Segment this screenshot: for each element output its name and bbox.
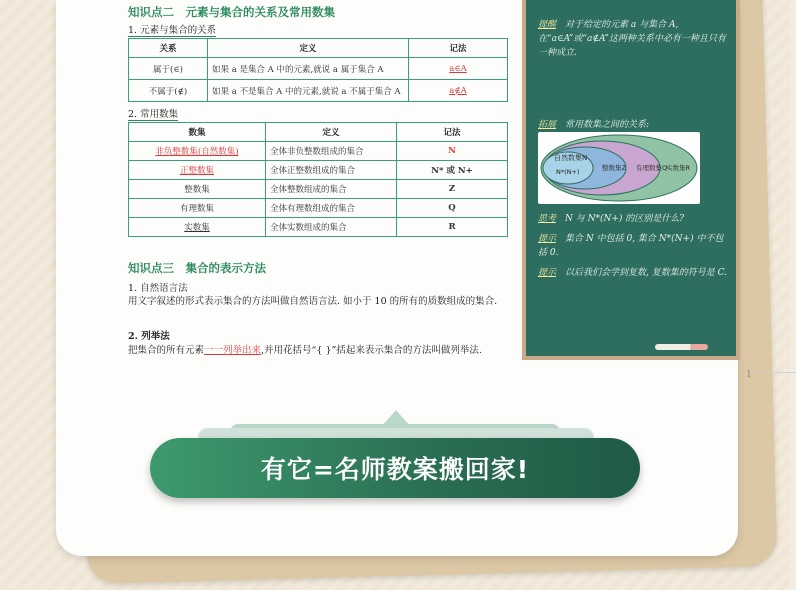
def-cell: 全体实数组成的集合: [266, 218, 397, 237]
section3-sub1: 1. 自然语言法: [128, 283, 188, 294]
note-cell: a∈A: [409, 58, 508, 80]
note-cell: Z: [397, 180, 508, 199]
note-cell: Q: [397, 199, 508, 218]
section3-sub2: 2. 列举法: [128, 331, 170, 342]
p2-mark: 一一列举出来: [204, 345, 262, 356]
section3-paragraph2: [128, 343, 548, 358]
num-header-2: 记法: [397, 123, 508, 142]
set-cell: 正整数集: [129, 161, 266, 180]
rel-header-0: 关系: [129, 39, 208, 58]
table-row: [129, 161, 508, 180]
def-cell: 如果 a 是集合 A 中的元素,就说 a 属于集合 A: [208, 58, 409, 80]
tip1-text: 对于给定的元素 a 与集合 A, 在“a∈A”或“a∉A”这两种关系中必有一种且只有一种成立.: [538, 20, 726, 58]
tip1: [538, 18, 728, 60]
set-cell: 整数集: [129, 180, 266, 199]
note-cell: a∉A: [409, 80, 508, 102]
rel-header-2: 记法: [409, 39, 508, 58]
venn-label-nstar: N*(N+): [556, 168, 580, 176]
set-cell: 实数集: [129, 218, 266, 237]
table-row: [129, 218, 508, 237]
table-row: [129, 142, 508, 161]
num-header-1: 定义: [266, 123, 397, 142]
answer2-tag: 提示: [538, 268, 557, 278]
relation-table: [128, 38, 508, 102]
tip2-tag: 拓展: [538, 120, 557, 130]
table-row: [129, 199, 508, 218]
section3-paragraph1: 用文字叙述的形式表示集合的方法叫做自然语言法. 如小于 10 的所有的质数组成的集合.: [128, 296, 498, 307]
venn-label-r: 实数集R: [666, 164, 691, 172]
tip1-tag: 提醒: [538, 20, 557, 30]
question-text: N 与 N*(N+) 的区别是什么?: [565, 214, 685, 224]
section3-heading: 知识点三 集合的表示方法: [128, 261, 266, 275]
def-cell: 全体正整数组成的集合: [266, 161, 397, 180]
set-cell: 有理数集: [129, 199, 266, 218]
promo-banner[interactable]: [150, 438, 640, 498]
answer-tag: 提示: [538, 234, 557, 244]
def-cell: 如果 a 不是集合 A 中的元素,就说 a 不属于集合 A: [208, 80, 409, 102]
question-tag: 思考: [538, 214, 557, 224]
numset-table: [128, 122, 508, 237]
num-header-0: 数集: [129, 123, 266, 142]
question: [538, 212, 728, 226]
chalk-pink-icon: [690, 344, 708, 350]
rel-cell: 属于(∈): [129, 58, 208, 80]
numset-venn-diagram: [538, 132, 700, 204]
rel-cell: 不属于(∉): [129, 80, 208, 102]
table-row: [129, 58, 508, 80]
footer-rule: [756, 372, 796, 373]
answer-text: 集合 N 中包括 0, 集合 N*(N+) 中不包括 0.: [538, 234, 724, 258]
chalk-white-icon: [655, 344, 693, 350]
table-row: [129, 80, 508, 102]
note-cell: N: [397, 142, 508, 161]
p2-after: ,并用花括号“{ }”括起来表示集合的方法叫做列举法.: [261, 345, 482, 356]
page-number: 1: [746, 370, 752, 380]
venn-label-q: 有理数集Q: [636, 164, 668, 172]
rel-header-1: 定义: [208, 39, 409, 58]
tip2: [538, 118, 728, 132]
note-cell: R: [397, 218, 508, 237]
note-cell: N* 或 N+: [397, 161, 508, 180]
banner-text: 有它=名师教案搬回家!: [260, 455, 530, 484]
set-cell: 非负整数集(自然数集): [129, 142, 266, 161]
def-cell: 全体整数组成的集合: [266, 180, 397, 199]
chalkboard-sidebar: [522, 0, 740, 360]
answer: [538, 232, 728, 260]
tip2-text: 常用数集之间的关系:: [565, 120, 650, 130]
def-cell: 全体非负整数组成的集合: [266, 142, 397, 161]
section2-sub2: [128, 106, 178, 120]
answer2: [538, 266, 728, 280]
sub1-text: 1. 元素与集合的关系: [128, 25, 217, 36]
sub2-text: 2. 常用数集: [128, 109, 179, 120]
table-row: [129, 180, 508, 199]
venn-label-n: 自然数集N: [554, 154, 588, 162]
def-cell: 全体有理数组成的集合: [266, 199, 397, 218]
answer2-text: 以后我们会学到复数, 复数集的符号是 C.: [565, 268, 728, 278]
section2-sub1: [128, 22, 216, 36]
section2-heading: 知识点二 元素与集合的关系及常用数集: [128, 5, 335, 19]
venn-label-z: 整数集Z: [602, 164, 626, 172]
p2-before: 把集合的所有元素: [128, 345, 205, 356]
